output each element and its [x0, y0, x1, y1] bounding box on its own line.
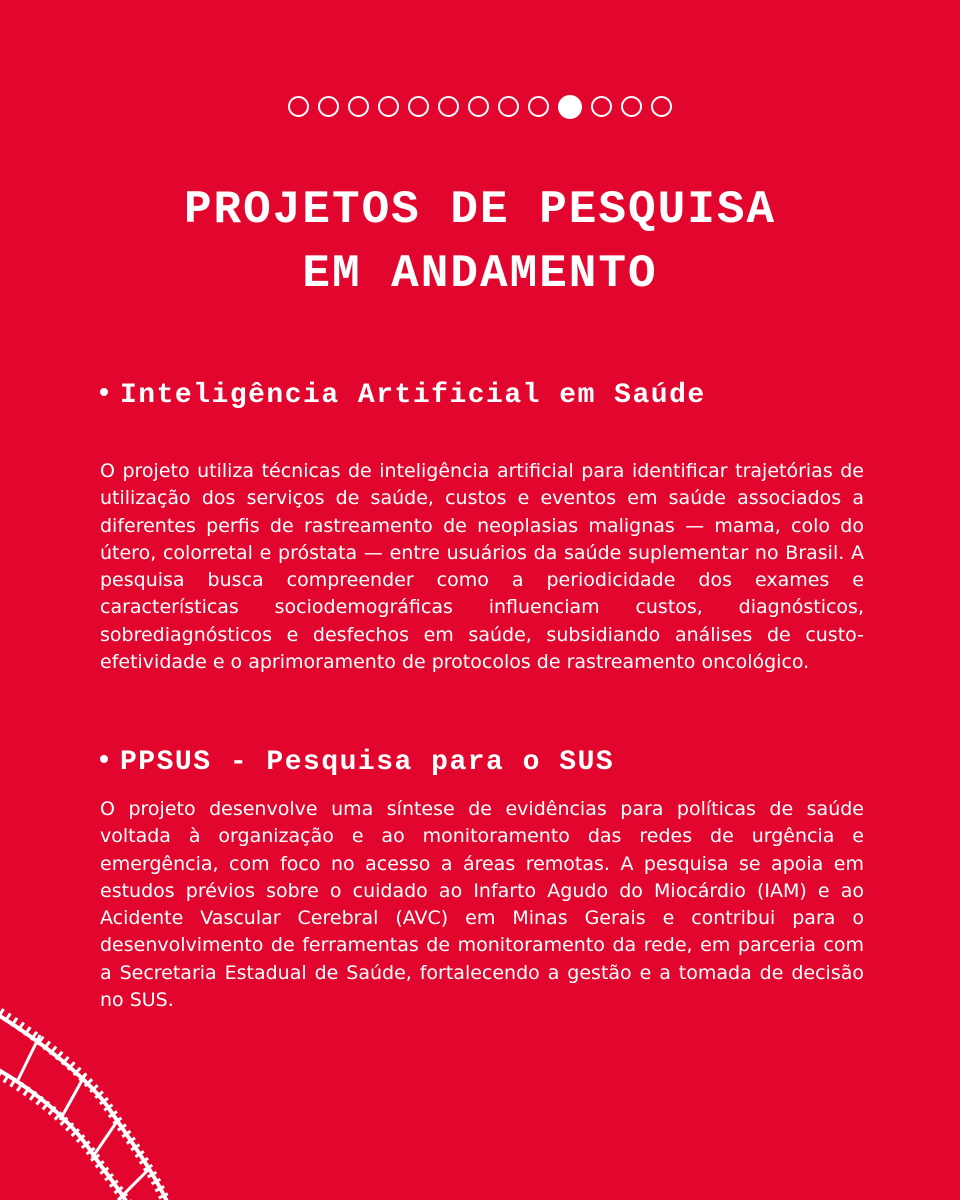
page-title-line-1: PROJETOS DE PESQUISA	[183, 184, 777, 236]
pager-dot	[498, 96, 519, 117]
page-title-line-2: EM ANDAMENTO	[302, 248, 658, 300]
film-strip-icon	[0, 980, 260, 1200]
pager-dot	[288, 96, 309, 117]
page-title	[0, 178, 960, 306]
section-body-ppsus: O projeto desenvolve uma síntese de evidências para políticas de saúde voltada à organização e ao monitoramento das redes de urgência e emergência, com foco no acesso a áreas remotas. A pesquisa se apoia em estudos prévios sobre o cuidado ao Infarto Agudo do Miocárdio (IAM) e ao Acidente Vascular Cerebral (AVC) em Minas Gerais e contribui para o desenvolvimento de ferramentas de monitoramento da rede, em parceria com a Secretaria Estadual de Saúde, fortalecendo a gestão e a tomada de decisão no SUS.	[100, 798, 864, 1012]
section-body-ai: O projeto utiliza técnicas de inteligência artificial para identificar trajetórias de utilização dos serviços de saúde, custos e eventos em saúde associados a diferentes perfis de rastreamento de neoplasias malignas — mama, colo do útero, colorretal e próstata — entre usuários da saúde suplementar no Brasil. A pesquisa busca compreender como a periodicidade dos exames e características sociodemográficas influenciam custos, diagnósticos, sobrediagnósticos e desfechos em saúde, subsidiando análises de custo-efetividade e o aprimoramento de protocolos de rastreamento oncológico.	[100, 460, 864, 674]
pager-dot-active	[558, 95, 582, 119]
pager-dot	[378, 96, 399, 117]
pager-dot	[348, 96, 369, 117]
pager-dot	[528, 96, 549, 117]
pager-dot	[438, 96, 459, 117]
section-heading-ppsus	[100, 747, 614, 778]
pager-dot	[591, 96, 612, 117]
section-heading-ai	[100, 380, 706, 411]
pager-dot	[468, 96, 489, 117]
pager-dot	[408, 96, 429, 117]
section-heading-ai-text: Inteligência Artificial em Saúde	[120, 380, 706, 411]
pager-dot	[318, 96, 339, 117]
carousel-pager	[0, 96, 960, 119]
bullet-icon	[100, 388, 108, 396]
section-heading-ppsus-text: PPSUS - Pesquisa para o SUS	[120, 747, 615, 778]
pager-dot	[621, 96, 642, 117]
bullet-icon	[100, 755, 108, 763]
pager-dot	[651, 96, 672, 117]
